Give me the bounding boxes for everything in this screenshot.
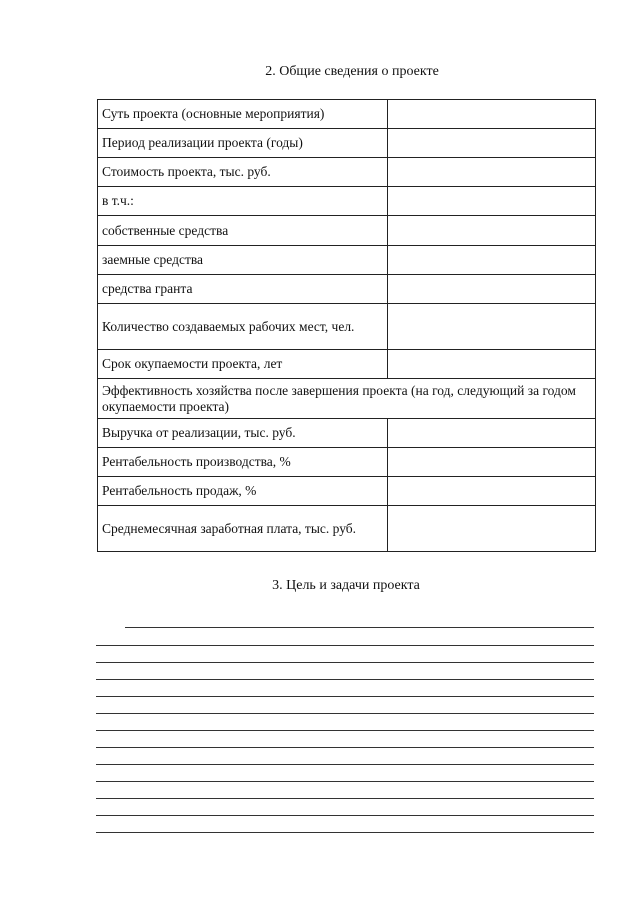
row-value-project-essence[interactable]: [388, 100, 596, 129]
table-row: [98, 275, 596, 304]
writing-line[interactable]: [96, 645, 594, 646]
table-row: [98, 216, 596, 246]
writing-line[interactable]: [96, 679, 594, 680]
row-value-payback-period[interactable]: [388, 350, 596, 379]
section-2-heading: 2. Общие сведения о проекте: [265, 64, 439, 79]
table-row: [98, 477, 596, 506]
row-value-jobs-created[interactable]: [388, 304, 596, 350]
row-value-own-funds[interactable]: [388, 216, 596, 246]
writing-line[interactable]: [96, 832, 594, 833]
row-label-farm-efficiency: Эффективность хозяйства после завершения проекта (на год, следующий за годом окупаемости проекта): [98, 379, 596, 419]
table-row: [98, 506, 596, 552]
table-row: [98, 419, 596, 448]
row-value-sales-profitability[interactable]: [388, 477, 596, 506]
writing-line[interactable]: [96, 764, 594, 765]
row-label-payback-period: Срок окупаемости проекта, лет: [98, 350, 388, 379]
row-value-production-profitability[interactable]: [388, 448, 596, 477]
row-label-including: в т.ч.:: [98, 187, 388, 216]
row-value-including[interactable]: [388, 187, 596, 216]
section-3-heading: 3. Цель и задачи проекта: [272, 578, 420, 593]
row-label-jobs-created: Количество создаваемых рабочих мест, чел.: [98, 304, 388, 350]
row-label-project-cost: Стоимость проекта, тыс. руб.: [98, 158, 388, 187]
row-label-implementation-period: Период реализации проекта (годы): [98, 129, 388, 158]
row-value-sales-revenue[interactable]: [388, 419, 596, 448]
writing-line[interactable]: [96, 713, 594, 714]
writing-line[interactable]: [96, 662, 594, 663]
row-value-average-salary[interactable]: [388, 506, 596, 552]
table-row: [98, 379, 596, 419]
row-value-grant-funds[interactable]: [388, 275, 596, 304]
table-row: [98, 187, 596, 216]
row-value-project-cost[interactable]: [388, 158, 596, 187]
table-row: [98, 246, 596, 275]
table-row: [98, 350, 596, 379]
row-value-borrowed-funds[interactable]: [388, 246, 596, 275]
writing-line[interactable]: [96, 747, 594, 748]
writing-line[interactable]: [125, 627, 594, 628]
writing-line[interactable]: [96, 798, 594, 799]
row-label-project-essence: Суть проекта (основные мероприятия): [98, 100, 388, 129]
row-label-sales-profitability: Рентабельность продаж, %: [98, 477, 388, 506]
writing-line[interactable]: [96, 781, 594, 782]
row-label-production-profitability: Рентабельность производства, %: [98, 448, 388, 477]
table-row: [98, 129, 596, 158]
project-info-table: [97, 99, 596, 552]
writing-line[interactable]: [96, 815, 594, 816]
writing-line[interactable]: [96, 696, 594, 697]
row-label-average-salary: Среднемесячная заработная плата, тыс. руб.: [98, 506, 388, 552]
row-label-own-funds: собственные средства: [98, 216, 388, 246]
row-label-borrowed-funds: заемные средства: [98, 246, 388, 275]
table-row: [98, 304, 596, 350]
table-row: [98, 100, 596, 129]
table-row: [98, 158, 596, 187]
writing-line[interactable]: [96, 730, 594, 731]
row-value-implementation-period[interactable]: [388, 129, 596, 158]
row-label-grant-funds: средства гранта: [98, 275, 388, 304]
table-row: [98, 448, 596, 477]
row-label-sales-revenue: Выручка от реализации, тыс. руб.: [98, 419, 388, 448]
